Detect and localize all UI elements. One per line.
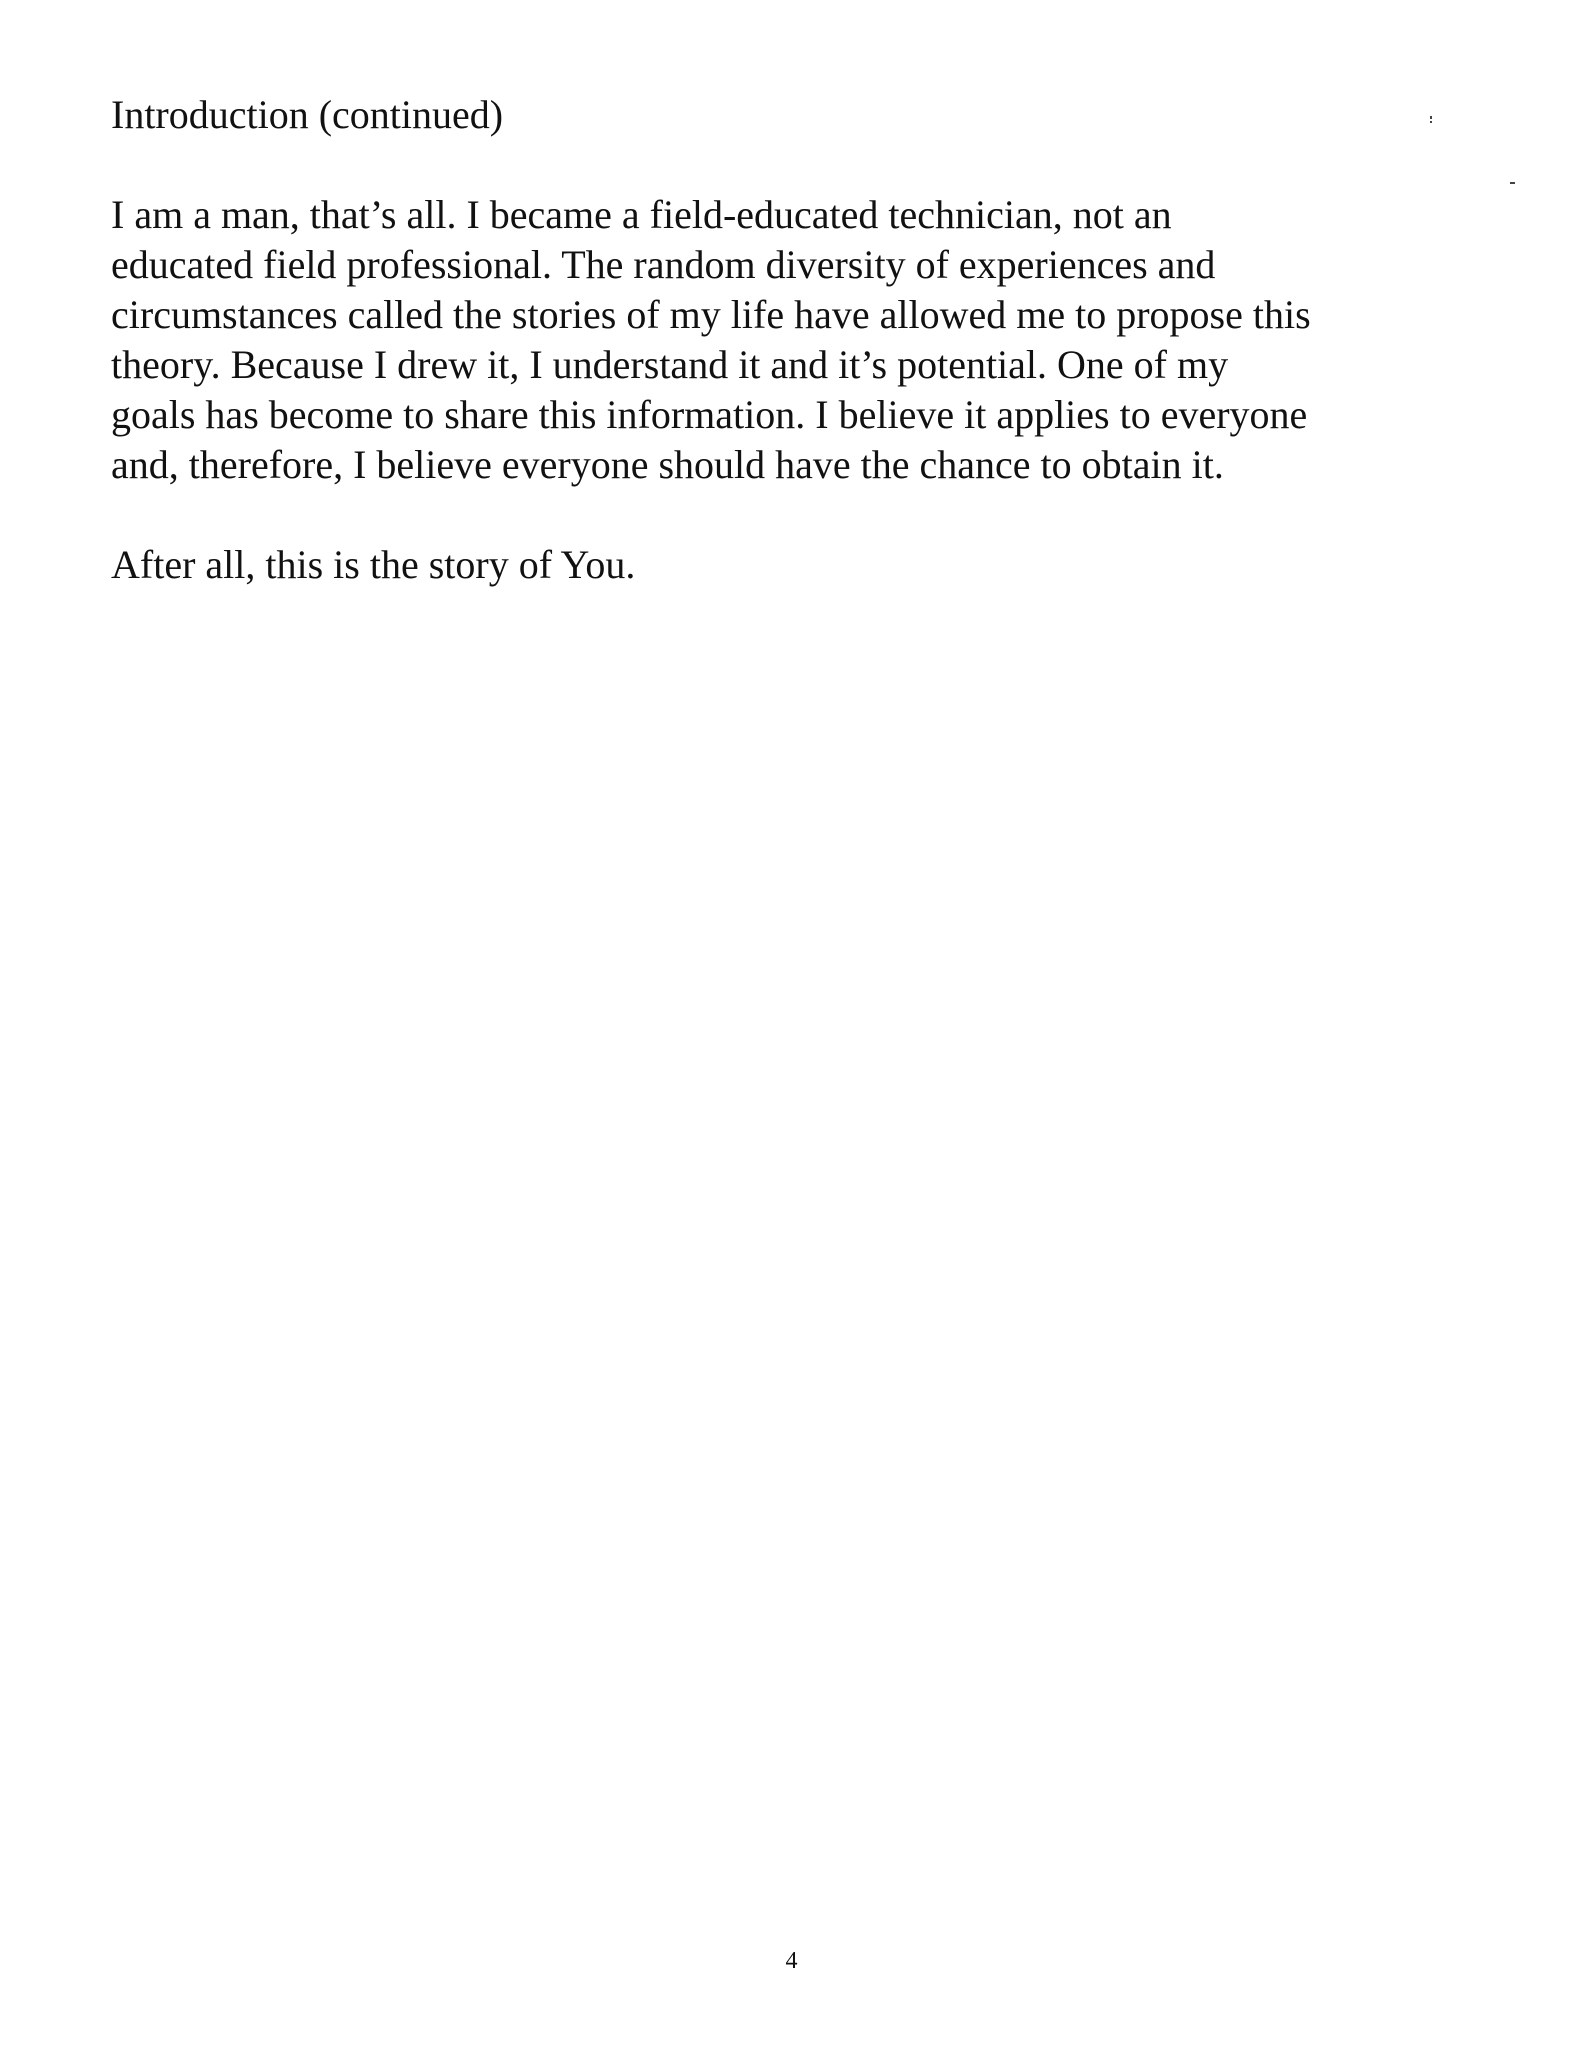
scan-speck <box>1430 121 1432 123</box>
paragraph-line: After all, this is the story of You. <box>111 542 636 587</box>
closing-paragraph <box>111 540 1431 590</box>
page-number: 4 <box>785 1948 798 1974</box>
paragraph-line: and, therefore, I believe everyone should have the chance to obtain it. <box>111 442 1224 487</box>
body-paragraph <box>111 190 1431 490</box>
scan-speck <box>1510 182 1515 184</box>
paragraph-line: educated field professional. The random diversity of experiences and <box>111 242 1216 287</box>
paragraph-line: circumstances called the stories of my life have allowed me to propose this <box>111 292 1311 337</box>
paragraph-line: I am a man, that’s all. I became a field-educated technician, not an <box>111 192 1172 237</box>
scan-speck <box>1430 116 1432 119</box>
paragraph-line: theory. Because I drew it, I understand it and it’s potential. One of my <box>111 342 1229 387</box>
paragraph-line: goals has become to share this information. I believe it applies to everyone <box>111 392 1308 437</box>
section-heading: Introduction (continued) <box>111 92 504 137</box>
